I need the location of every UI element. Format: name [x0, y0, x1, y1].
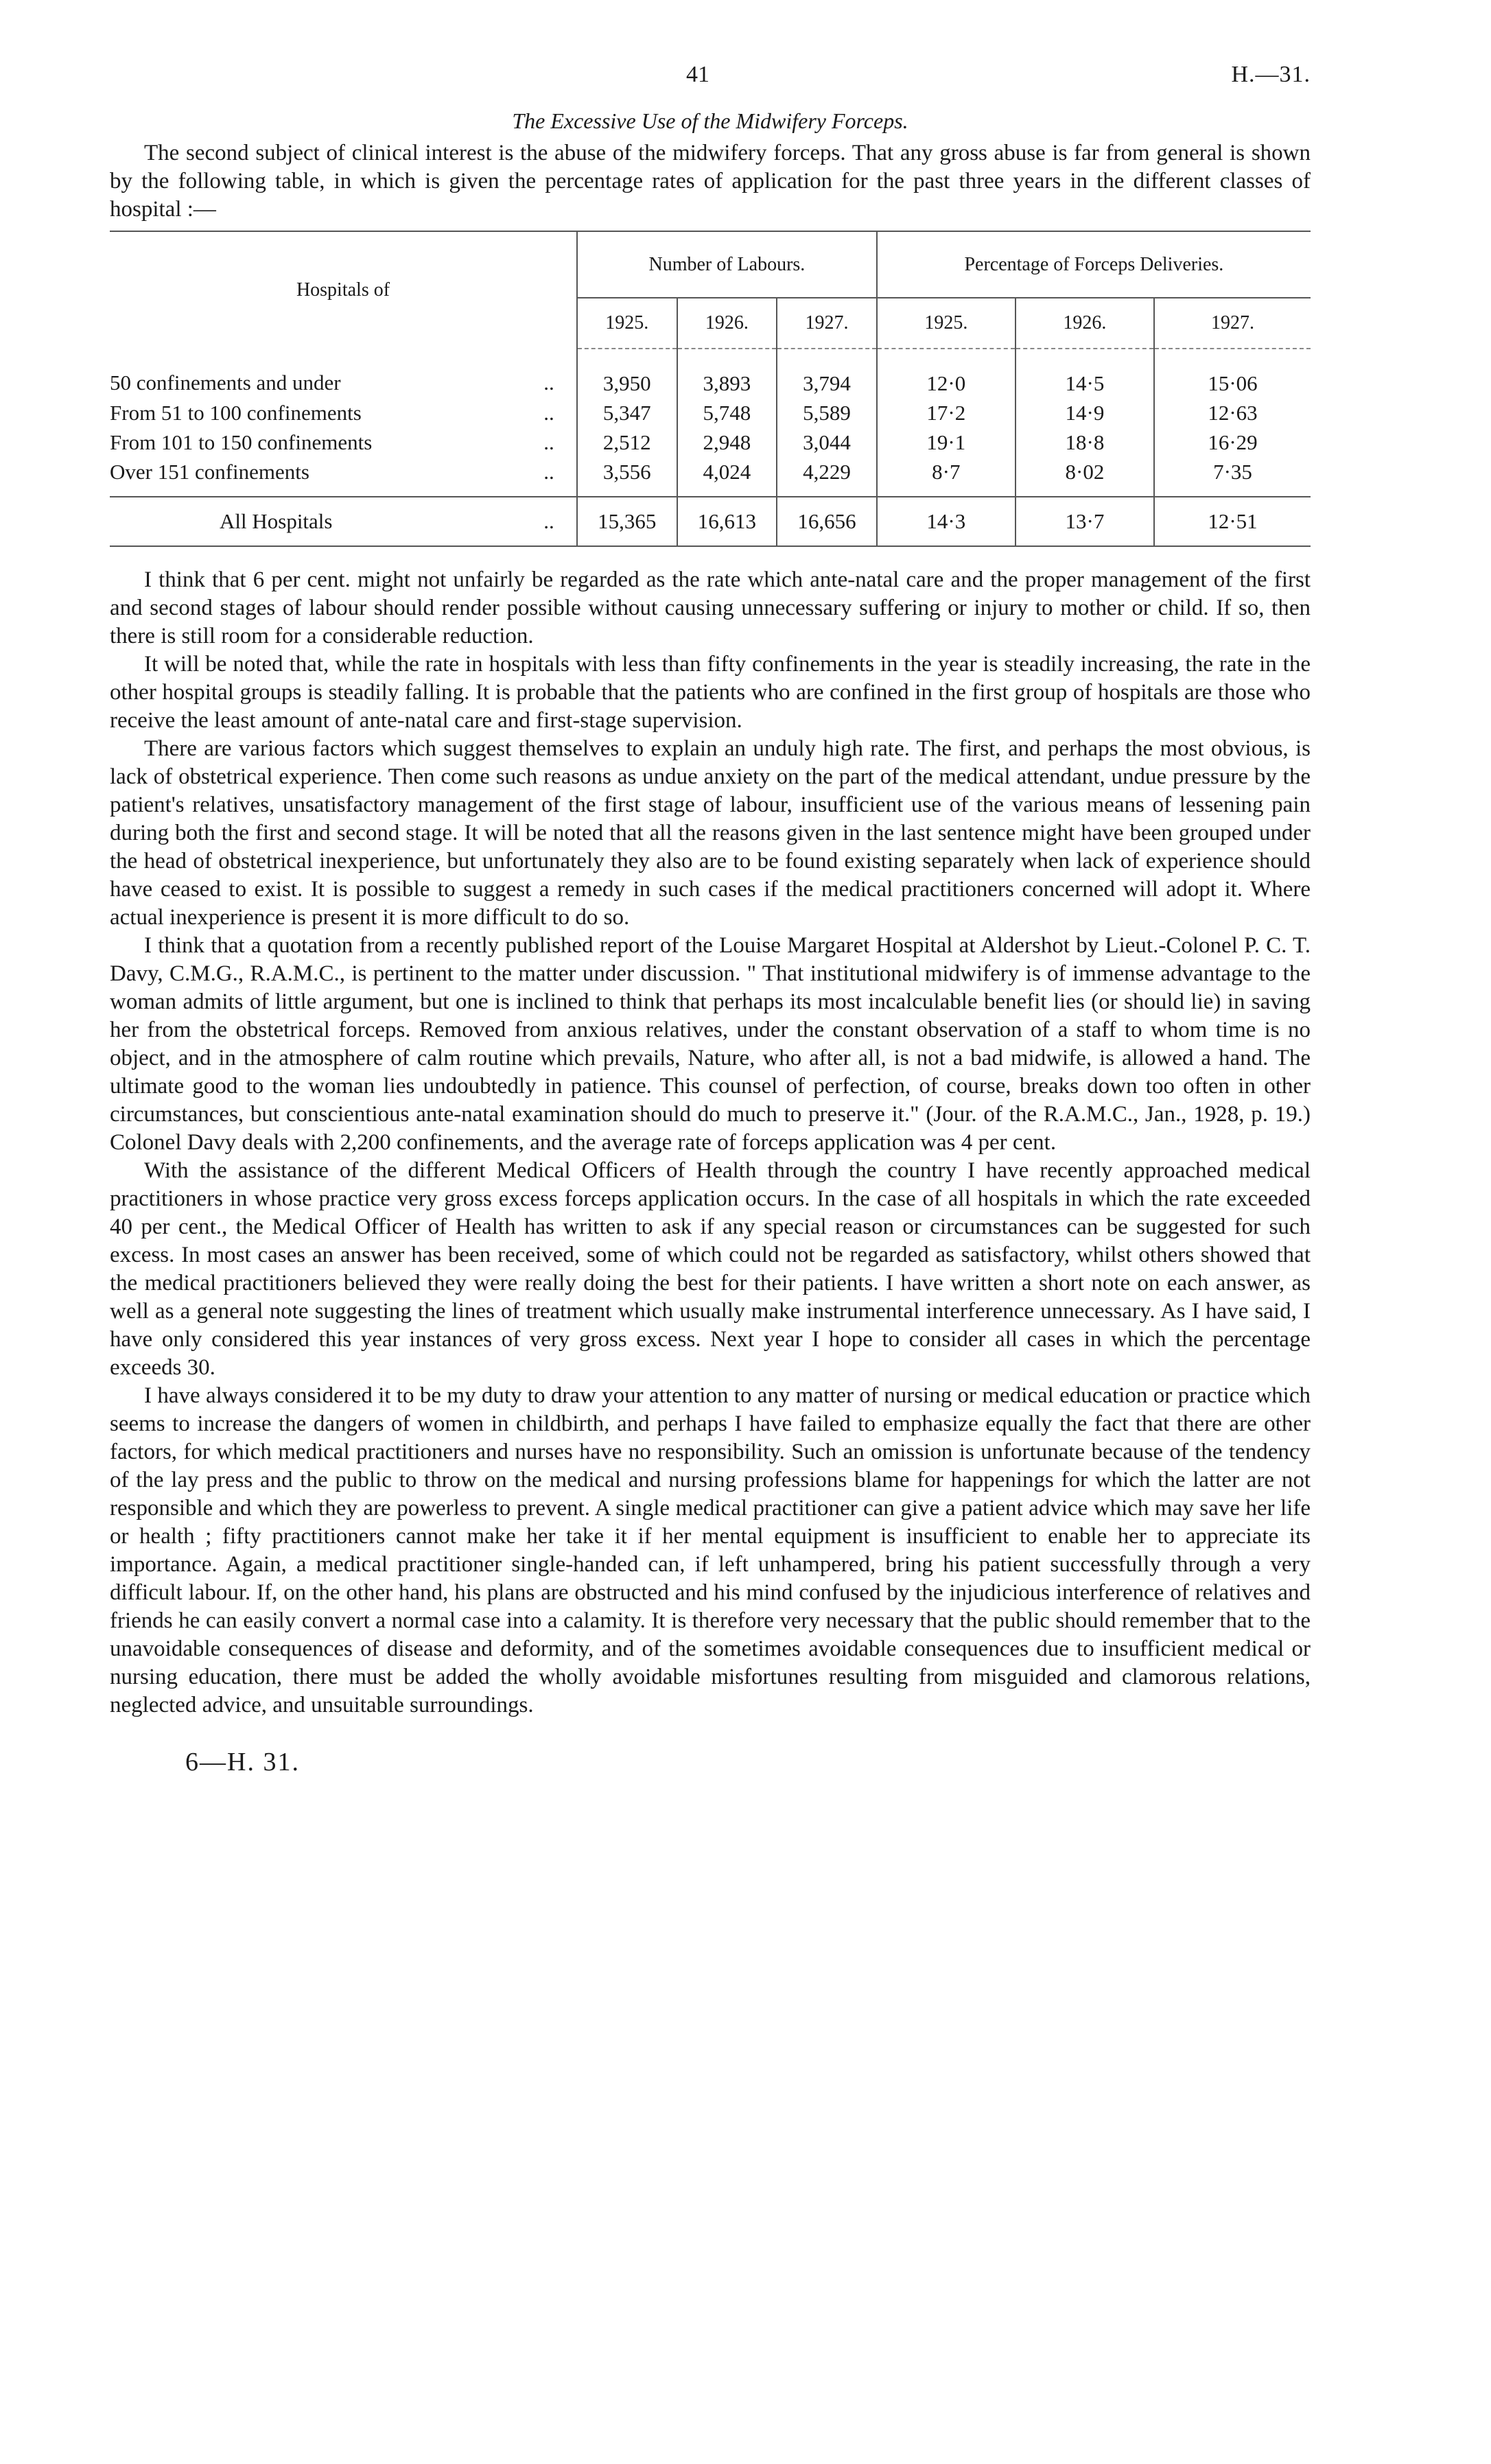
leader-dots: .. — [543, 371, 554, 395]
table-cell: 13·7 — [1015, 497, 1154, 545]
leader-dots: .. — [543, 430, 554, 454]
table-cell: 3,950 — [577, 349, 677, 398]
leader-dots: .. — [543, 459, 554, 484]
table-cell: 16·29 — [1154, 427, 1311, 457]
table-cell: 17·2 — [877, 398, 1015, 427]
table-cell: 14·9 — [1015, 398, 1154, 427]
year-header: 1925. — [577, 298, 677, 349]
table-row — [110, 427, 1311, 457]
body-paragraph: I have always considered it to be my duty to draw your attention to any matter of nursing or medical education or practice which seems to increase the dangers of women in childbirth, and perhaps I have failed to emphasize equally the fact that there are other factors, for which medical practitioners and nurses have no responsibility. Such an omission is unfortunate because of the tendency of the lay press and the public to throw on the medical and nursing professions blame for happenings for which the latter are not responsible and which they are powerless to prevent. A single medical practitioner can give a patient advice which may save her life or health ; fifty practitioners cannot make her take it if her mental equipment is insufficient to enable her to appreciate its importance. Again, a medical practitioner single-handed can, if left unhampered, bring his patient successfully through a very difficult labour. If, on the other hand, his plans are obstructed and his mind confused by the injudicious interference of relatives and friends he can easily convert a normal case into a calamity. It is therefore very necessary that the public should remember that to the unavoidable consequences of disease and deformity, and of the sometimes avoidable consequences due to insufficient medical or nursing education, there must be added the wholly avoidable misfortunes resulting from misguided and clamorous relations, neglected advice, and unsuitable surroundings. — [110, 1383, 1311, 1717]
table-cell: 16,613 — [677, 497, 777, 545]
table-cell: 16,656 — [777, 497, 877, 545]
table-row — [110, 349, 1311, 398]
body-paragraph: With the assistance of the different Medical Officers of Health through the country I have recently approached medical practitioners in whose practice very gross excess forceps application occurs. In the case of all hospitals in which the rate exceeded 40 per cent., the Medical Officer of Health has written to ask if any special reason or circumstances can be suggested for such excess. In most cases an answer has been received, some of which could not be regarded as satisfactory, whilst others showed that the medical practitioners believed they were really doing the best for their patients. I have written a short note on each answer, as well as a general note suggesting the lines of treatment which usually make instrumental interference unnecessary. As I have said, I have only considered this year instances of very gross excess. Next year I hope to consider all cases in which the percentage exceeds 30. — [110, 1158, 1311, 1380]
table-cell: 3,893 — [677, 349, 777, 398]
group-header-percentage: Percentage of Forceps Deliveries. — [877, 232, 1311, 298]
body-paragraph: It will be noted that, while the rate in hospitals with less than fifty confinements in the year is steadily increasing, the rate in the other hospital groups is steadily falling. It is probable that the patients who are confined in the first group of hospitals are those who receive the least amount of ante-natal care and first-stage supervision. — [110, 652, 1311, 733]
table-cell: 18·8 — [1015, 427, 1154, 457]
year-header: 1925. — [877, 298, 1015, 349]
intro-paragraph: The second subject of clinical interest is the abuse of the midwifery forceps. That any gross abuse is far from general is shown by the following table, in which is given the percentage rates of application for the past three years in the different classes of hospital :— — [110, 141, 1311, 222]
table-cell: 5,748 — [677, 398, 777, 427]
total-label: All Hospitals — [220, 509, 333, 533]
group-header-labours: Number of Labours. — [577, 232, 877, 298]
table-cell: 3,794 — [777, 349, 877, 398]
table-cell: 12·63 — [1154, 398, 1311, 427]
body-paragraph: I think that 6 per cent. might not unfairly be regarded as the rate which ante-natal care and the proper management of the first and second stages of labour should render possible without causing unnecessary suffering or injury to mother or child. If so, then there is still room for a considerable reduction. — [110, 567, 1311, 648]
footer-signature: 6—H. 31. — [185, 1748, 300, 1776]
table-cell: 15,365 — [577, 497, 677, 545]
leader-dots: .. — [543, 509, 554, 533]
row-label: From 51 to 100 confinements — [110, 400, 362, 425]
table-cell: 12·0 — [877, 349, 1015, 398]
section-title: The Excessive Use of the Midwifery Forceps. — [512, 108, 908, 133]
table-cell: 19·1 — [877, 427, 1015, 457]
table-cell: 3,556 — [577, 457, 677, 497]
year-header: 1927. — [777, 298, 877, 349]
table-cell: 15·06 — [1154, 349, 1311, 398]
body-paragraph: I think that a quotation from a recently published report of the Louise Margaret Hospital at Aldershot by Lieut.-Colonel P. C. T. Davy, C.M.G., R.A.M.C., is pertinent to the matter under discussion. " That institutional midwifery is of immense advantage to the woman admits of little argument, but one is inclined to think that perhaps its most incalculable benefit lies (or should lie) in saving her from the obstetrical forceps. Removed from anxious relatives, under the constant observation of a staff to whom time is no object, and in the atmosphere of calm routine which prevails, Nature, who after all, is not a bad midwife, is allowed a hand. The ultimate good to the woman lies undoubtedly in patience. This counsel of perfection, of course, breaks down too often in other circumstances, but conscientious ante-natal examination should do much to preserve it." (Jour. of the R.A.M.C., Jan., 1928, p. 19.) Colonel Davy deals with 2,200 confinements, and the average rate of forceps application was 4 per cent. — [110, 933, 1311, 1155]
table-cell: 8·02 — [1015, 457, 1154, 497]
page-header — [110, 62, 1311, 103]
leader-dots: .. — [543, 400, 554, 425]
body-paragraph: There are various factors which suggest themselves to explain an unduly high rate. The first, and perhaps the most obvious, is lack of obstetrical experience. Then come such reasons as undue anxiety on the part of the medical attendant, undue pressure by the patient's relatives, unsatisfactory management of the first stage of labour, insufficient use of the various means of lessening pain during both the first and second stage. It will be noted that all the reasons given in the last sentence might have been grouped under the head of obstetrical inexperience, but unfortunately they also are to be found existing separately when lack of experience should have ceased to exist. It is possible to suggest a remedy in such cases if the medical practitioners concerned will adopt it. Where actual inexperience is present it is more difficult to do so. — [110, 736, 1311, 930]
table-cell: 12·51 — [1154, 497, 1311, 545]
page-number: 41 — [686, 62, 709, 87]
table-row-header: Hospitals of — [296, 279, 390, 301]
table-cell: 3,044 — [777, 427, 877, 457]
table-cell: 5,589 — [777, 398, 877, 427]
row-label: 50 confinements and under — [110, 371, 341, 395]
table-cell: 8·7 — [877, 457, 1015, 497]
row-label: Over 151 confinements — [110, 459, 309, 484]
table-total-row — [110, 497, 1311, 545]
table-cell: 7·35 — [1154, 457, 1311, 497]
year-header: 1926. — [677, 298, 777, 349]
table-cell: 5,347 — [577, 398, 677, 427]
document-page — [110, 62, 1311, 1777]
forceps-table — [110, 231, 1311, 547]
year-header: 1927. — [1154, 298, 1311, 349]
table-row — [110, 398, 1311, 427]
table-cell: 14·5 — [1015, 349, 1154, 398]
table-cell: 4,024 — [677, 457, 777, 497]
table-cell: 2,948 — [677, 427, 777, 457]
table-cell: 2,512 — [577, 427, 677, 457]
year-header: 1926. — [1015, 298, 1154, 349]
document-code: H.—31. — [1231, 62, 1311, 87]
table-row — [110, 457, 1311, 497]
row-label: From 101 to 150 confinements — [110, 430, 373, 454]
table-cell: 14·3 — [877, 497, 1015, 545]
table-cell: 4,229 — [777, 457, 877, 497]
